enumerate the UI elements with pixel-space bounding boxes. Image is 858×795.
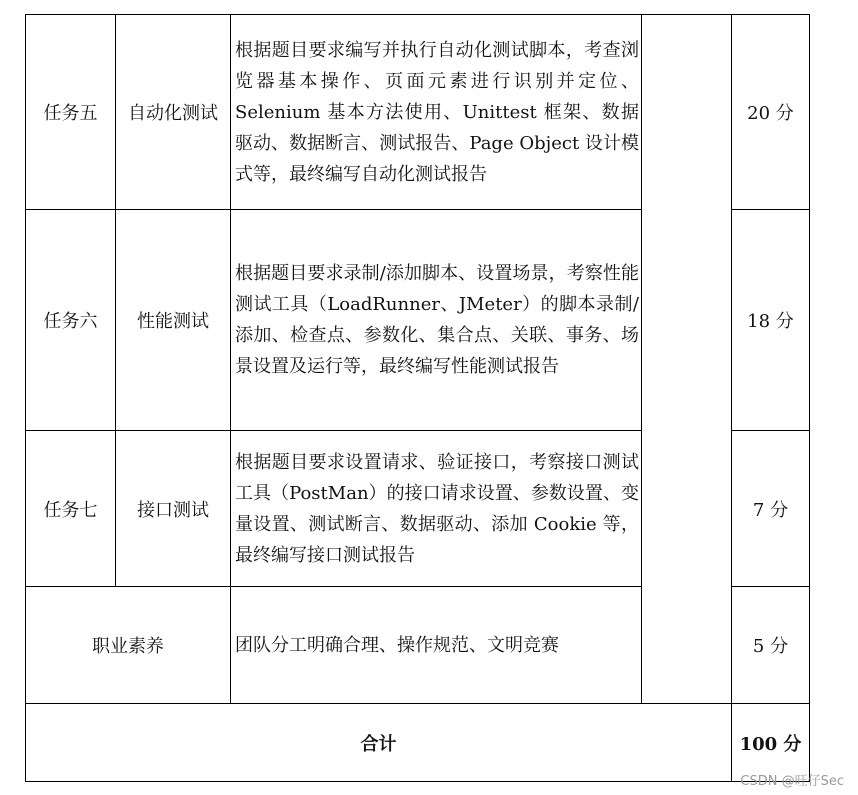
blank-column-cell: [642, 15, 732, 704]
total-label-cell: 合计: [26, 704, 732, 782]
task-number-cell: 任务六: [26, 210, 116, 431]
table-row: [26, 704, 810, 782]
professional-score-cell: 5 分: [732, 587, 810, 704]
total-score-cell: 100 分: [732, 704, 810, 782]
task-number-cell: 任务七: [26, 431, 116, 587]
task-description-cell: 根据题目要求录制/添加脚本、设置场景，考察性能测试工具（LoadRunner、JMeter）的脚本录制/添加、检查点、参数化、集合点、关联、事务、场景设置及运行等，最终编写性能测试报告: [231, 210, 642, 431]
watermark: CSDN @旺仔Sec: [740, 774, 844, 789]
task-module-cell: 自动化测试: [116, 15, 231, 210]
task-score-cell: 7 分: [732, 431, 810, 587]
task-number-cell: 任务五: [26, 15, 116, 210]
task-score-cell: 20 分: [732, 15, 810, 210]
task-module-cell: 接口测试: [116, 431, 231, 587]
task-module-cell: 性能测试: [116, 210, 231, 431]
professional-description-cell: 团队分工明确合理、操作规范、文明竞赛: [231, 587, 642, 704]
score-table: [25, 14, 810, 782]
professional-label-cell: 职业素养: [26, 587, 231, 704]
table-row: [26, 15, 810, 210]
task-score-cell: 18 分: [732, 210, 810, 431]
task-description-cell: 根据题目要求编写并执行自动化测试脚本，考查浏览器基本操作、页面元素进行识别并定位、Selenium 基本方法使用、Unittest 框架、数据驱动、数据断言、测试报告、Page Object 设计模式等，最终编写自动化测试报告: [231, 15, 642, 210]
task-description-cell: 根据题目要求设置请求、验证接口，考察接口测试工具（PostMan）的接口请求设置、参数设置、变量设置、测试断言、数据驱动、添加 Cookie 等，最终编写接口测试报告: [231, 431, 642, 587]
